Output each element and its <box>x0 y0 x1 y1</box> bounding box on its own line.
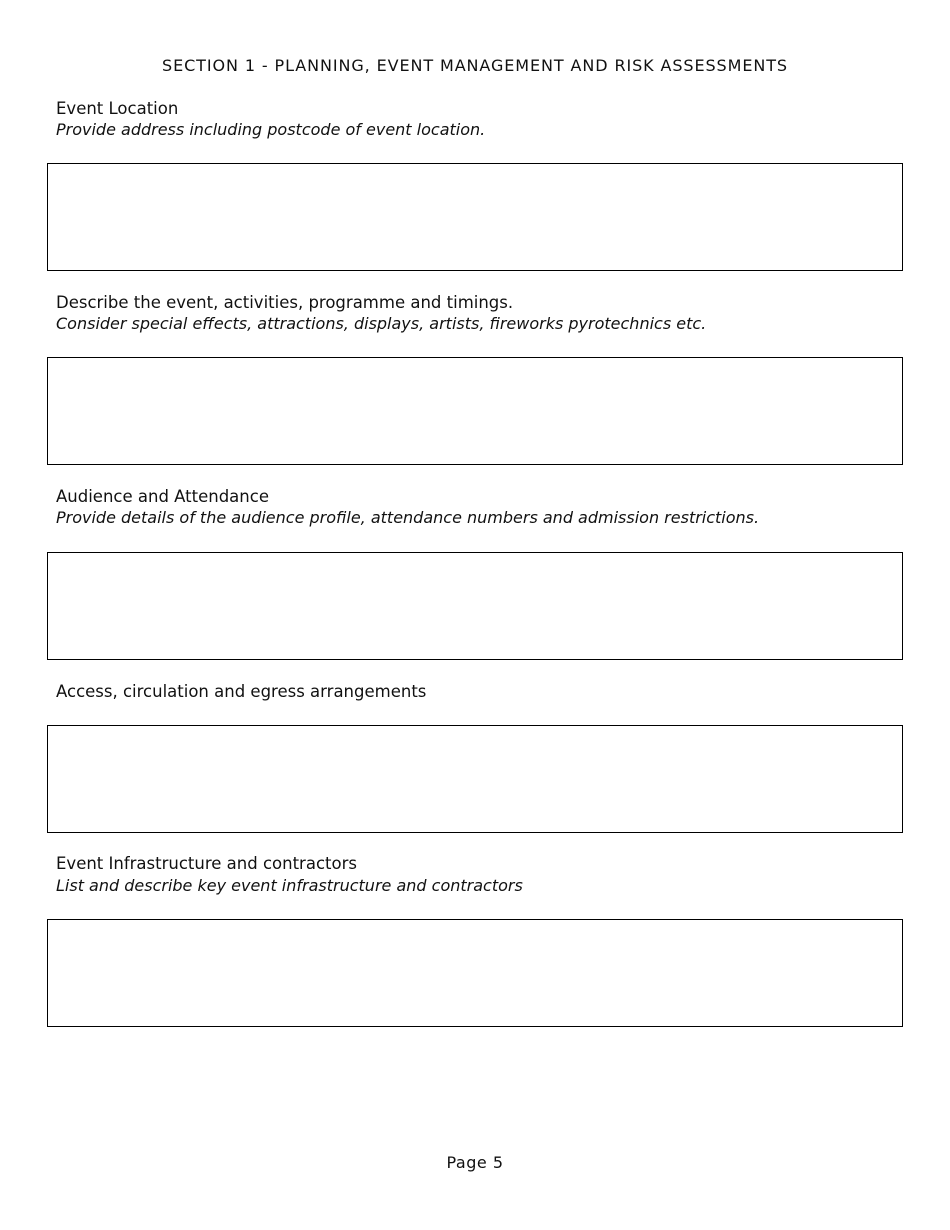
event-description-hint: Consider special effects, attractions, displays, artists, fireworks pyrotechnics etc. <box>56 314 707 333</box>
audience-attendance-hint: Provide details of the audience profile, attendance numbers and admission restrictions. <box>56 508 760 527</box>
audience-attendance-field[interactable] <box>47 552 903 660</box>
event-location-label: Event Location <box>56 99 179 118</box>
event-description-label: Describe the event, activities, programme and timings. <box>56 293 514 312</box>
page-number: Page 5 <box>446 1153 504 1172</box>
access-circulation-label: Access, circulation and egress arrangements <box>56 682 427 701</box>
event-infrastructure-label: Event Infrastructure and contractors <box>56 854 357 873</box>
audience-attendance-label: Audience and Attendance <box>56 487 269 506</box>
event-description-field[interactable] <box>47 357 903 465</box>
section-title: SECTION 1 - PLANNING, EVENT MANAGEMENT AND RISK ASSESSMENTS <box>162 56 788 75</box>
access-circulation-field[interactable] <box>47 725 903 833</box>
event-infrastructure-field[interactable] <box>47 919 903 1027</box>
event-location-field[interactable] <box>47 163 903 271</box>
event-location-hint: Provide address including postcode of event location. <box>56 120 486 139</box>
event-infrastructure-hint: List and describe key event infrastructure and contractors <box>56 876 523 895</box>
